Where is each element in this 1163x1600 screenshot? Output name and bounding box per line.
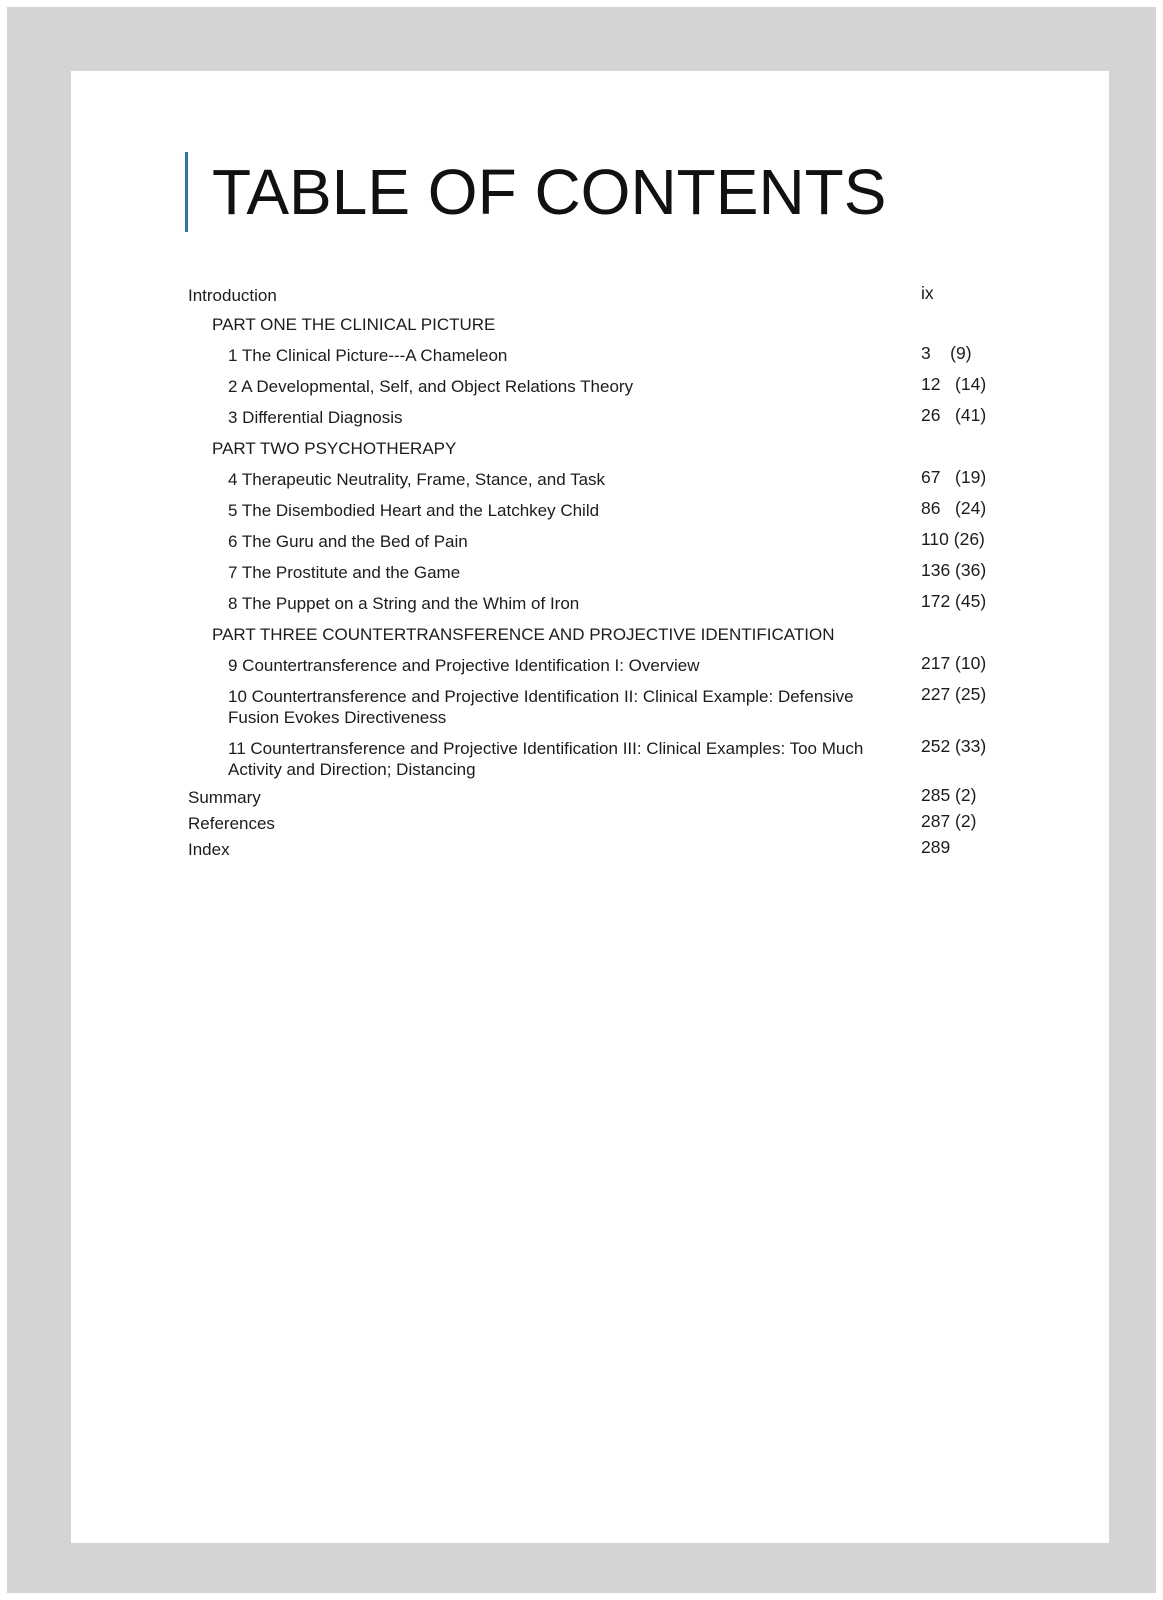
toc-entry-label: 11 Countertransference and Projective Identification III: Clinical Examples: Too Much Activity and Direction; Distancing bbox=[228, 739, 864, 779]
toc-entry-page: 172 (45) bbox=[921, 591, 987, 611]
toc-entry-label: PART TWO PSYCHOTHERAPY bbox=[212, 439, 457, 458]
toc-entry-page: 217 (10) bbox=[921, 653, 987, 673]
toc-entry-page: 67 (19) bbox=[921, 467, 987, 487]
toc-entry-chapter-4[interactable] bbox=[188, 469, 1068, 490]
toc-part-three-heading[interactable] bbox=[188, 624, 1068, 645]
toc-entry-label: 6 The Guru and the Bed of Pain bbox=[228, 532, 468, 551]
toc-entry-label: Introduction bbox=[188, 286, 277, 305]
toc-entry-page: 12 (14) bbox=[921, 374, 987, 394]
toc-entry-page: ix bbox=[921, 283, 934, 303]
toc-entry-label: 3 Differential Diagnosis bbox=[228, 408, 403, 427]
toc-entry-page: 110 (26) bbox=[921, 529, 985, 549]
toc-entry-chapter-6[interactable] bbox=[188, 531, 1068, 552]
title-accent-bar bbox=[185, 152, 188, 232]
toc-entry-page: 289 bbox=[921, 837, 951, 857]
toc-entry-label: Summary bbox=[188, 788, 261, 807]
page-frame bbox=[7, 7, 1156, 1593]
toc-entry-chapter-11[interactable] bbox=[188, 738, 1068, 780]
toc-entry-label: 10 Countertransference and Projective Identification II: Clinical Example: Defensive Fusion Evokes Directiveness bbox=[228, 687, 854, 727]
table-of-contents bbox=[188, 285, 1068, 860]
toc-entry-chapter-2[interactable] bbox=[188, 376, 1068, 397]
toc-entry-chapter-1[interactable] bbox=[188, 345, 1068, 366]
toc-entry-page: 227 (25) bbox=[921, 684, 987, 704]
toc-entry-page: 287 (2) bbox=[921, 811, 977, 831]
toc-entry-label: 9 Countertransference and Projective Identification I: Overview bbox=[228, 656, 700, 675]
toc-entry-chapter-3[interactable] bbox=[188, 407, 1068, 428]
toc-entry-chapter-10[interactable] bbox=[188, 686, 1068, 728]
toc-entry-label: Index bbox=[188, 840, 230, 859]
toc-entry-summary[interactable] bbox=[188, 787, 1068, 808]
title-block bbox=[185, 152, 886, 232]
document-page bbox=[71, 71, 1109, 1543]
toc-entry-label: 8 The Puppet on a String and the Whim of Iron bbox=[228, 594, 580, 613]
toc-entry-chapter-5[interactable] bbox=[188, 500, 1068, 521]
toc-entry-chapter-8[interactable] bbox=[188, 593, 1068, 614]
toc-entry-label: References bbox=[188, 814, 275, 833]
toc-entry-page: 285 (2) bbox=[921, 785, 977, 805]
toc-entry-label: PART ONE THE CLINICAL PICTURE bbox=[212, 315, 496, 334]
toc-entry-references[interactable] bbox=[188, 813, 1068, 834]
page-title: TABLE OF CONTENTS bbox=[212, 156, 887, 228]
toc-entry-chapter-9[interactable] bbox=[188, 655, 1068, 676]
toc-entry-label: 1 The Clinical Picture---A Chameleon bbox=[228, 346, 508, 365]
toc-entry-label: 2 A Developmental, Self, and Object Relations Theory bbox=[228, 377, 634, 396]
toc-entry-introduction[interactable] bbox=[188, 285, 1068, 306]
toc-entry-page: 3 (9) bbox=[921, 343, 972, 363]
toc-part-one-heading[interactable] bbox=[188, 314, 1068, 335]
toc-entry-label: 7 The Prostitute and the Game bbox=[228, 563, 461, 582]
toc-entry-label: PART THREE COUNTERTRANSFERENCE AND PROJECTIVE IDENTIFICATION bbox=[212, 625, 835, 644]
toc-entry-chapter-7[interactable] bbox=[188, 562, 1068, 583]
toc-entry-index[interactable] bbox=[188, 839, 1068, 860]
toc-entry-label: 4 Therapeutic Neutrality, Frame, Stance, and Task bbox=[228, 470, 606, 489]
toc-entry-label: 5 The Disembodied Heart and the Latchkey Child bbox=[228, 501, 600, 520]
toc-entry-page: 252 (33) bbox=[921, 736, 987, 756]
toc-entry-page: 26 (41) bbox=[921, 405, 987, 425]
toc-part-two-heading[interactable] bbox=[188, 438, 1068, 459]
toc-entry-page: 136 (36) bbox=[921, 560, 987, 580]
toc-entry-page: 86 (24) bbox=[921, 498, 987, 518]
